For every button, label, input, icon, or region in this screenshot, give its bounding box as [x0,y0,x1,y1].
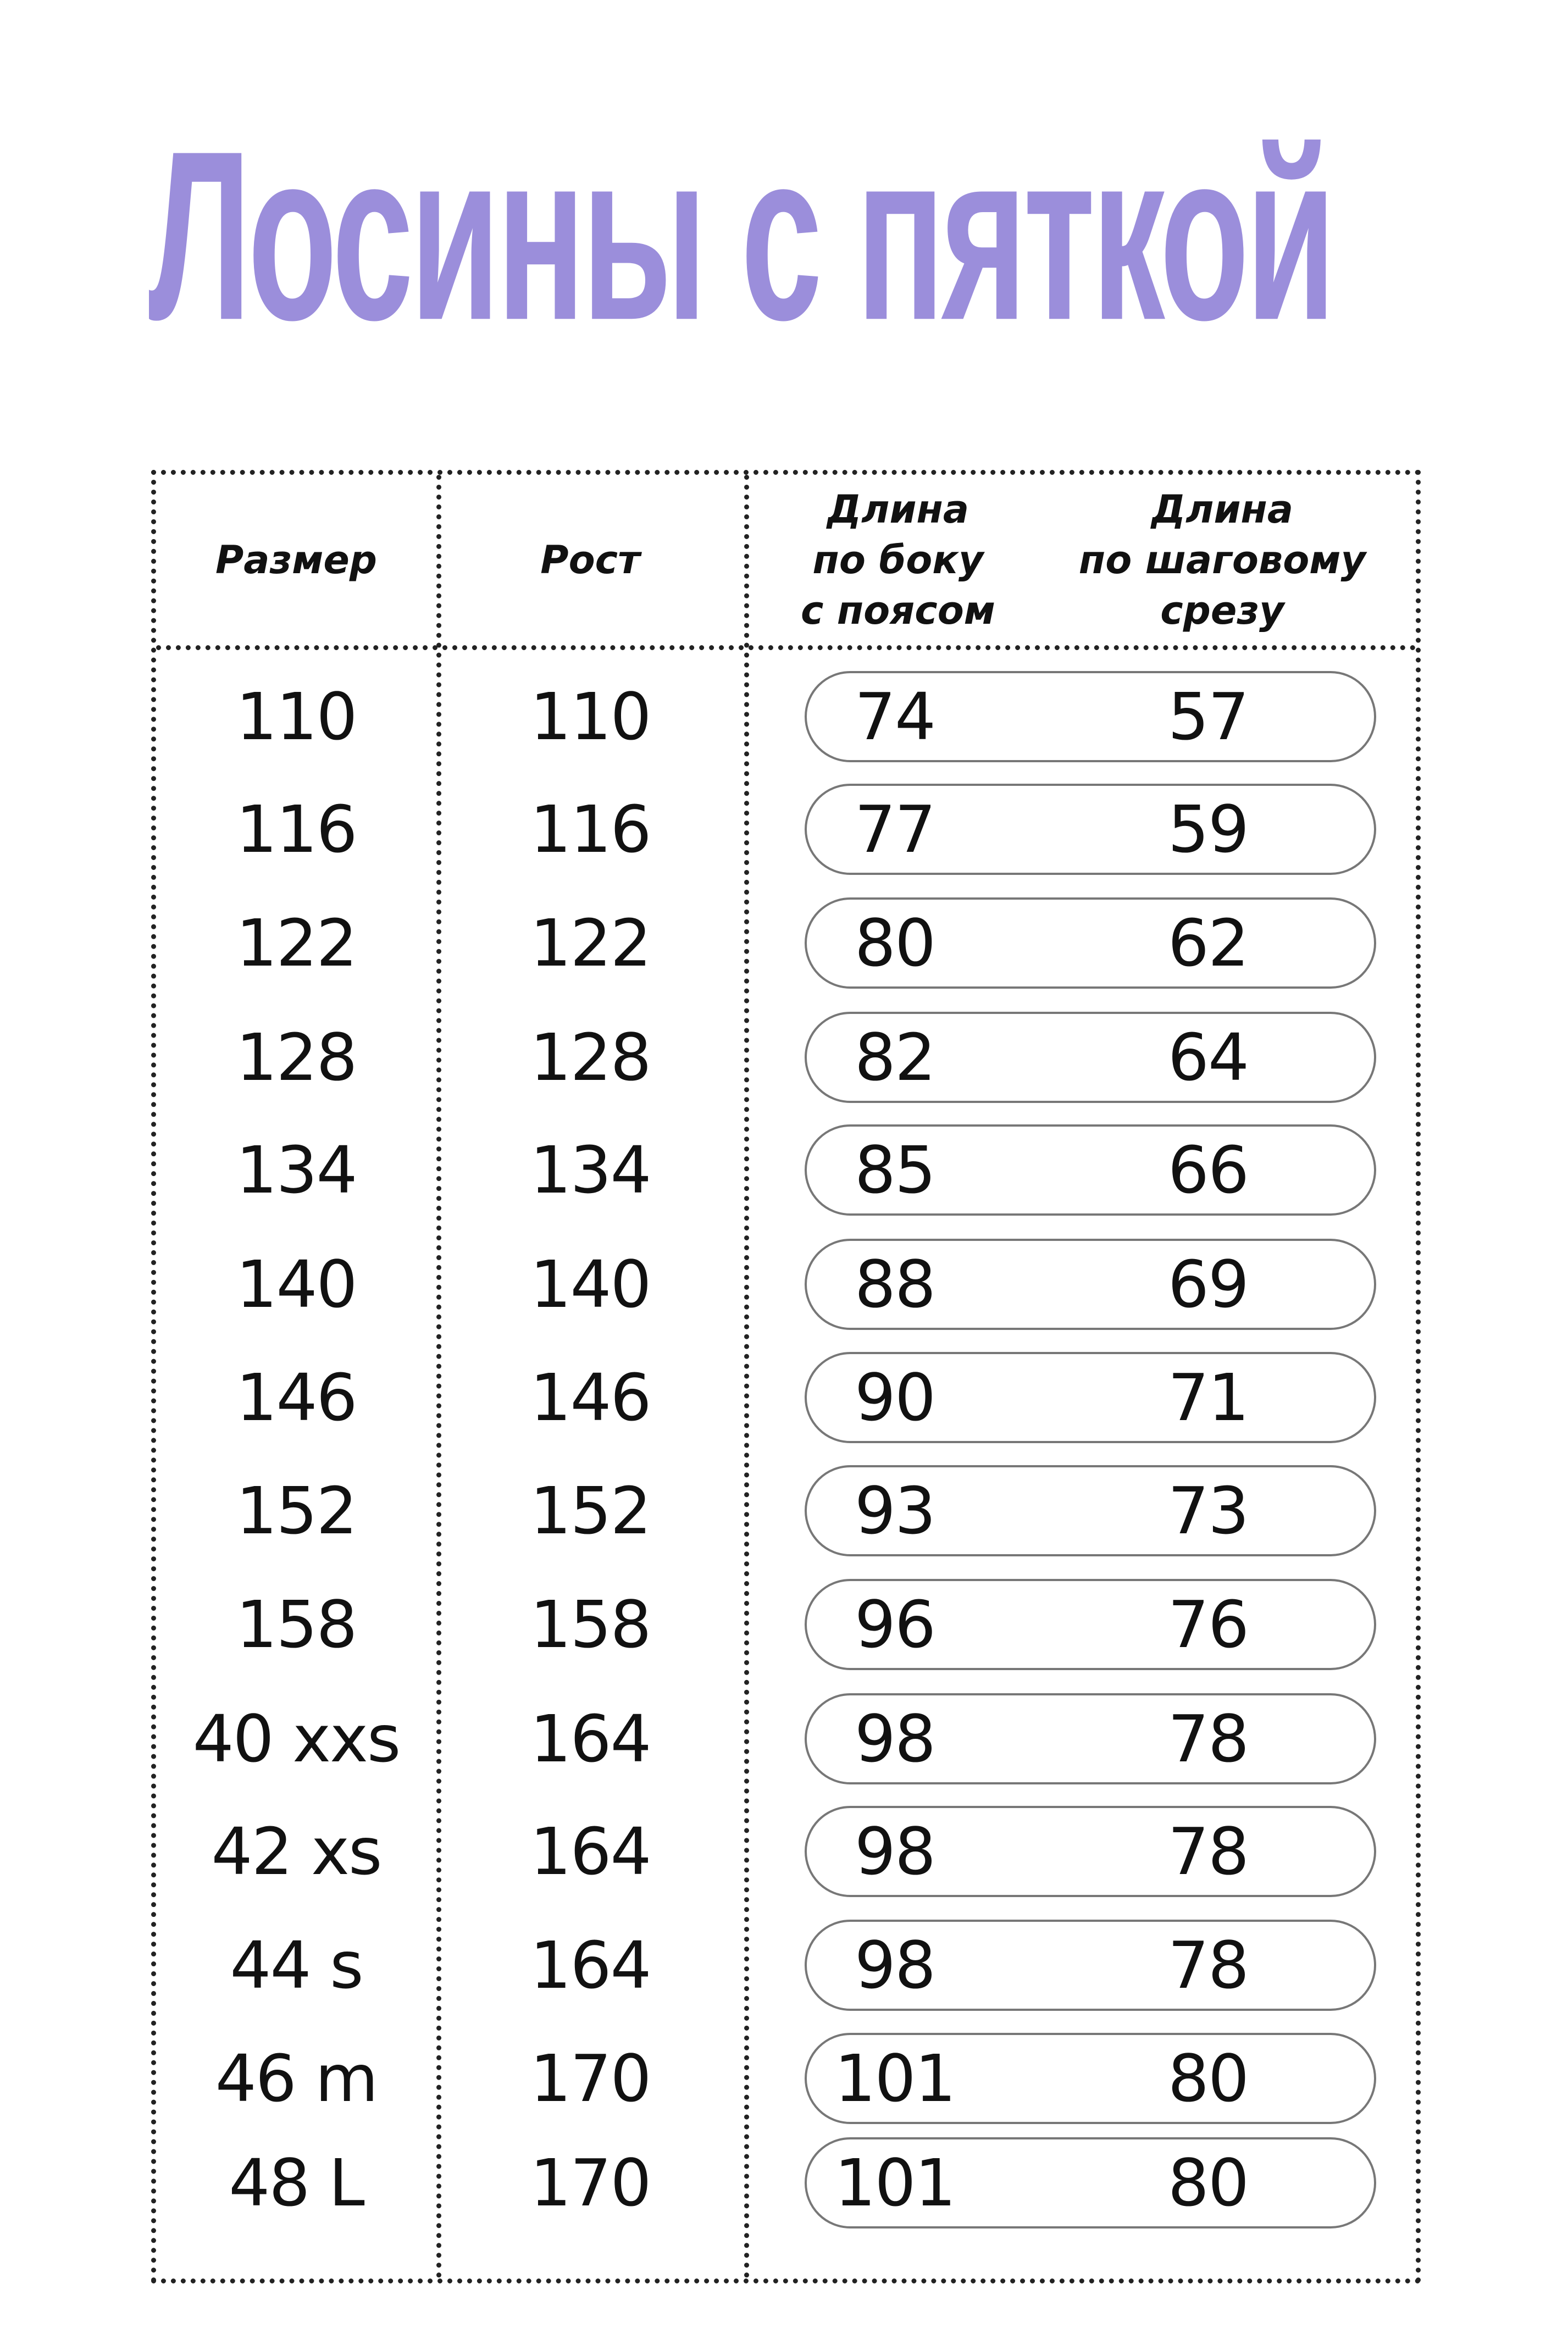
measurement-pill [805,1012,1376,1103]
cell-height: 158 [530,1587,651,1662]
cell-side-length: 98 [854,1927,935,2003]
measurement-pill [805,1124,1376,1216]
cell-size: 48 L [229,2145,364,2221]
cell-height: 134 [530,1132,651,1208]
cell-side-length: 88 [854,1246,935,1322]
measurement-pill [805,1579,1376,1670]
table-row [156,896,1416,990]
cell-inseam-length: 73 [1167,1473,1249,1549]
header-divider [156,645,1416,650]
cell-inseam-length: 78 [1167,1927,1249,2003]
cell-inseam-length: 78 [1167,1701,1249,1777]
cell-size: 40 xxs [192,1701,400,1777]
header-size: Размер [215,537,377,583]
cell-height: 116 [530,791,651,867]
cell-inseam-length: 71 [1167,1360,1249,1435]
cell-height: 164 [530,1927,651,2003]
table-row [156,783,1416,876]
measurement-pill [805,2137,1376,2228]
cell-height: 140 [530,1246,651,1322]
cell-size: 134 [236,1132,357,1208]
cell-size: 140 [236,1246,357,1322]
header-side-length: Длина по боку с поясом [800,487,996,633]
cell-side-length: 77 [854,791,935,867]
table-row [156,1919,1416,2012]
measurement-pill [805,784,1376,875]
cell-side-length: 98 [854,1814,935,1889]
cell-height: 152 [530,1473,651,1549]
cell-height: 110 [530,679,651,755]
table-row [156,2032,1416,2125]
table-row [156,2136,1416,2230]
measurement-pill [805,1352,1376,1443]
measurement-pill [805,897,1376,989]
measurement-pill [805,1239,1376,1330]
cell-height: 128 [530,1019,651,1095]
table-row [156,1011,1416,1104]
table-row [156,1123,1416,1217]
table-row [156,1805,1416,1898]
measurement-pill [805,2033,1376,2124]
cell-height: 164 [530,1814,651,1889]
size-table [151,470,1421,2283]
cell-height: 122 [530,905,651,981]
cell-side-length: 101 [834,2145,955,2221]
cell-size: 158 [236,1587,357,1662]
table-row [156,1351,1416,1444]
cell-side-length: 90 [854,1360,935,1435]
cell-inseam-length: 69 [1167,1246,1249,1322]
cell-size: 116 [236,791,357,867]
table-row [156,670,1416,763]
cell-inseam-length: 66 [1167,1132,1249,1208]
header-height: Рост [540,537,640,583]
cell-inseam-length: 64 [1167,1019,1249,1095]
table-row [156,1238,1416,1331]
cell-inseam-length: 80 [1167,2145,1249,2221]
cell-size: 152 [236,1473,357,1549]
cell-height: 170 [530,2041,651,2116]
cell-size: 128 [236,1019,357,1095]
cell-inseam-length: 62 [1167,905,1249,981]
cell-side-length: 82 [854,1019,935,1095]
cell-side-length: 96 [854,1587,935,1662]
table-row [156,1692,1416,1786]
cell-side-length: 98 [854,1701,935,1777]
measurement-pill [805,1693,1376,1784]
page-title: Лосины с пяткой [148,101,1333,371]
table-row [156,1464,1416,1557]
cell-size: 146 [236,1360,357,1435]
header-inseam-length: Длина по шаговому срезу [1078,487,1366,633]
cell-height: 164 [530,1701,651,1777]
cell-inseam-length: 78 [1167,1814,1249,1889]
cell-side-length: 85 [854,1132,935,1208]
cell-height: 170 [530,2145,651,2221]
cell-side-length: 101 [834,2041,955,2116]
measurement-pill [805,1806,1376,1897]
measurement-pill [805,1920,1376,2011]
measurement-pill [805,1465,1376,1556]
cell-size: 122 [236,905,357,981]
cell-size: 42 xs [211,1814,381,1889]
cell-inseam-length: 57 [1167,679,1249,755]
cell-inseam-length: 80 [1167,2041,1249,2116]
cell-height: 146 [530,1360,651,1435]
cell-inseam-length: 59 [1167,791,1249,867]
cell-size: 44 s [230,1927,363,2003]
cell-size: 46 m [215,2041,378,2116]
table-row [156,1578,1416,1671]
cell-side-length: 93 [854,1473,935,1549]
cell-size: 110 [236,679,357,755]
cell-side-length: 80 [854,905,935,981]
cell-inseam-length: 76 [1167,1587,1249,1662]
measurement-pill [805,671,1376,762]
cell-side-length: 74 [854,679,935,755]
